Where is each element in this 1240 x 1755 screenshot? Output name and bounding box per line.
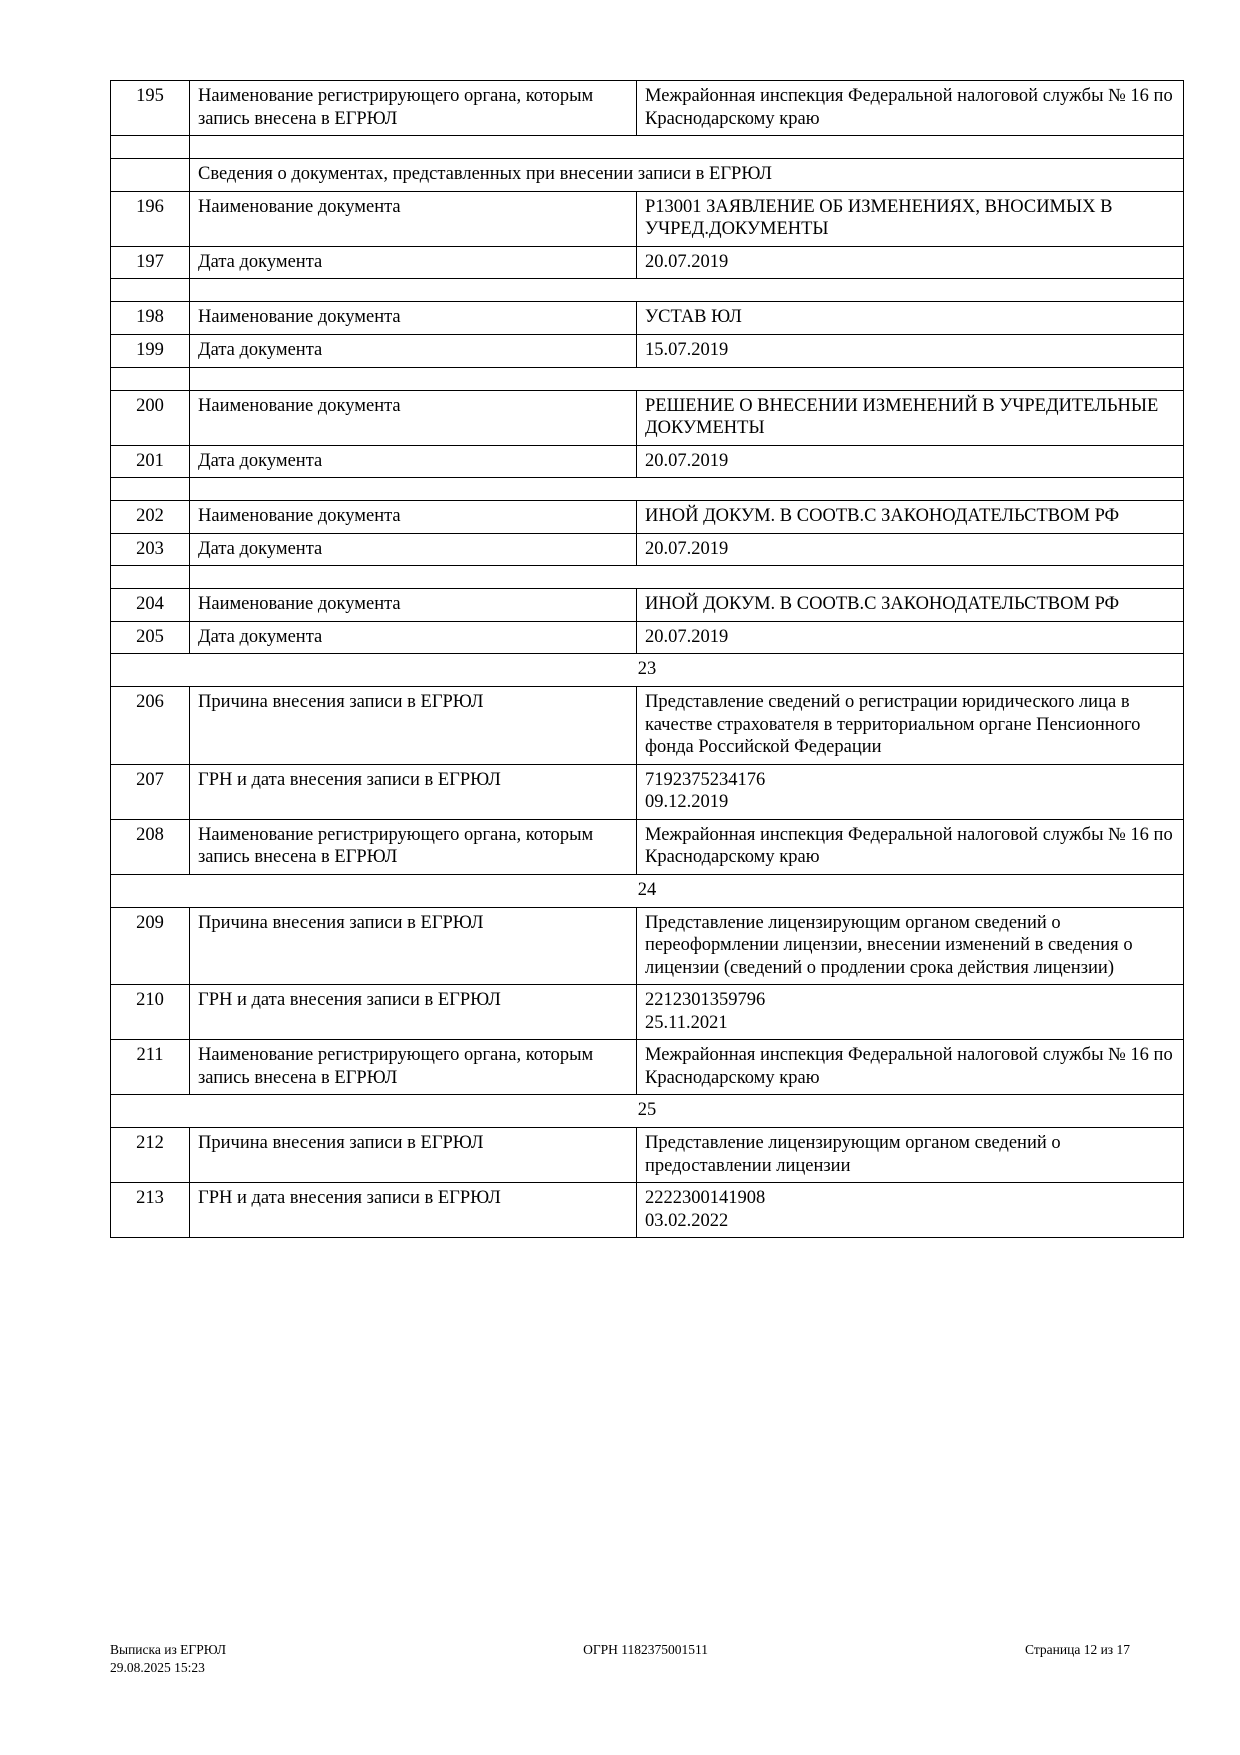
row-label: Дата документа (190, 445, 637, 478)
spacer-cell-body (190, 367, 1184, 390)
table-row (111, 907, 1184, 985)
row-label: Наименование документа (190, 390, 637, 445)
row-number: 195 (111, 81, 190, 136)
row-number: 198 (111, 302, 190, 335)
row-number: 202 (111, 501, 190, 534)
row-label: Дата документа (190, 246, 637, 279)
page-footer (110, 1641, 1130, 1677)
row-number: 197 (111, 246, 190, 279)
table-row (111, 1128, 1184, 1183)
spacer-cell-num (111, 566, 190, 589)
group-number: 25 (111, 1095, 1184, 1128)
row-value: ИНОЙ ДОКУМ. В СООТВ.С ЗАКОНОДАТЕЛЬСТВОМ РФ (637, 589, 1184, 622)
row-value: 20.07.2019 (637, 621, 1184, 654)
row-label: Дата документа (190, 533, 637, 566)
table-body (111, 81, 1184, 1238)
row-value: 2222300141908 03.02.2022 (637, 1183, 1184, 1238)
row-label: Наименование документа (190, 302, 637, 335)
row-value: Представление лицензирующим органом сведений о переоформлении лицензии, внесении изменений в сведения о лицензии (сведений о продлении срока действия лицензии) (637, 907, 1184, 985)
spacer-cell-body (190, 566, 1184, 589)
table-group-row (111, 654, 1184, 687)
row-number: 209 (111, 907, 190, 985)
table-spacer-row (111, 279, 1184, 302)
row-label: Дата документа (190, 621, 637, 654)
table-row (111, 1183, 1184, 1238)
row-label: Наименование документа (190, 191, 637, 246)
row-number: 200 (111, 390, 190, 445)
table-row (111, 501, 1184, 534)
group-number: 24 (111, 874, 1184, 907)
table-row (111, 246, 1184, 279)
table-row (111, 819, 1184, 874)
row-value: Представление сведений о регистрации юридического лица в качестве страхователя в территориальном органе Пенсионного фонда Российской Федерации (637, 687, 1184, 765)
row-number: 207 (111, 764, 190, 819)
row-value: ИНОЙ ДОКУМ. В СООТВ.С ЗАКОНОДАТЕЛЬСТВОМ РФ (637, 501, 1184, 534)
row-label: Наименование регистрирующего органа, которым запись внесена в ЕГРЮЛ (190, 819, 637, 874)
row-number: 212 (111, 1128, 190, 1183)
footer-ogrn: ОГРН 1182375001511 (583, 1641, 709, 1657)
row-value: РЕШЕНИЕ О ВНЕСЕНИИ ИЗМЕНЕНИЙ В УЧРЕДИТЕЛЬНЫЕ ДОКУМЕНТЫ (637, 390, 1184, 445)
row-label: ГРН и дата внесения записи в ЕГРЮЛ (190, 985, 637, 1040)
row-number: 204 (111, 589, 190, 622)
row-value: 20.07.2019 (637, 533, 1184, 566)
row-value: Р13001 ЗАЯВЛЕНИЕ ОБ ИЗМЕНЕНИЯХ, ВНОСИМЫХ В УЧРЕД.ДОКУМЕНТЫ (637, 191, 1184, 246)
row-label: ГРН и дата внесения записи в ЕГРЮЛ (190, 1183, 637, 1238)
row-value: Межрайонная инспекция Федеральной налоговой службы № 16 по Краснодарскому краю (637, 81, 1184, 136)
spacer-cell-body (190, 279, 1184, 302)
table-spacer-row (111, 566, 1184, 589)
row-label: Наименование документа (190, 501, 637, 534)
row-value: Представление лицензирующим органом сведений о предоставлении лицензии (637, 1128, 1184, 1183)
section-title: Сведения о документах, представленных при внесении записи в ЕГРЮЛ (190, 159, 1184, 192)
spacer-cell-body (190, 478, 1184, 501)
table-row (111, 334, 1184, 367)
table-row (111, 764, 1184, 819)
footer-datetime: 29.08.2025 15:23 (110, 1659, 205, 1675)
row-number: 213 (111, 1183, 190, 1238)
table-row (111, 1040, 1184, 1095)
spacer-cell-num (111, 136, 190, 159)
table-row (111, 621, 1184, 654)
spacer-cell-num (111, 279, 190, 302)
table-row (111, 302, 1184, 335)
row-number: 210 (111, 985, 190, 1040)
row-number: 211 (111, 1040, 190, 1095)
table-row (111, 589, 1184, 622)
row-value: Межрайонная инспекция Федеральной налоговой службы № 16 по Краснодарскому краю (637, 819, 1184, 874)
row-label: Наименование документа (190, 589, 637, 622)
row-label: Наименование регистрирующего органа, которым запись внесена в ЕГРЮЛ (190, 1040, 637, 1095)
row-label: Дата документа (190, 334, 637, 367)
group-number: 23 (111, 654, 1184, 687)
row-number: 205 (111, 621, 190, 654)
row-value: 20.07.2019 (637, 246, 1184, 279)
table-row (111, 390, 1184, 445)
table-row (111, 191, 1184, 246)
table-row (111, 445, 1184, 478)
table-group-row (111, 1095, 1184, 1128)
row-number: 196 (111, 191, 190, 246)
spacer-cell-num (111, 478, 190, 501)
row-label: Причина внесения записи в ЕГРЮЛ (190, 687, 637, 765)
row-value: УСТАВ ЮЛ (637, 302, 1184, 335)
row-label: Причина внесения записи в ЕГРЮЛ (190, 1128, 637, 1183)
row-value: 20.07.2019 (637, 445, 1184, 478)
table-section-row (111, 159, 1184, 192)
footer-left (110, 1641, 226, 1677)
row-value: 15.07.2019 (637, 334, 1184, 367)
footer-document-title: Выписка из ЕГРЮЛ (110, 1641, 227, 1657)
row-label: ГРН и дата внесения записи в ЕГРЮЛ (190, 764, 637, 819)
row-label: Наименование регистрирующего органа, которым запись внесена в ЕГРЮЛ (190, 81, 637, 136)
row-label: Причина внесения записи в ЕГРЮЛ (190, 907, 637, 985)
table-row (111, 81, 1184, 136)
table-spacer-row (111, 136, 1184, 159)
footer-row (110, 1641, 1130, 1677)
footer-page-number: Страница 12 из 17 (1025, 1641, 1130, 1657)
row-number: 201 (111, 445, 190, 478)
section-cell-num (111, 159, 190, 192)
spacer-cell-num (111, 367, 190, 390)
table-spacer-row (111, 478, 1184, 501)
row-value: 7192375234176 09.12.2019 (637, 764, 1184, 819)
row-number: 208 (111, 819, 190, 874)
table-spacer-row (111, 367, 1184, 390)
row-number: 199 (111, 334, 190, 367)
table-row (111, 687, 1184, 765)
table-group-row (111, 874, 1184, 907)
row-value: Межрайонная инспекция Федеральной налоговой службы № 16 по Краснодарскому краю (637, 1040, 1184, 1095)
table-row (111, 985, 1184, 1040)
row-value: 2212301359796 25.11.2021 (637, 985, 1184, 1040)
row-number: 206 (111, 687, 190, 765)
table-row (111, 533, 1184, 566)
row-number: 203 (111, 533, 190, 566)
egrul-extract-table (110, 80, 1184, 1238)
spacer-cell-body (190, 136, 1184, 159)
